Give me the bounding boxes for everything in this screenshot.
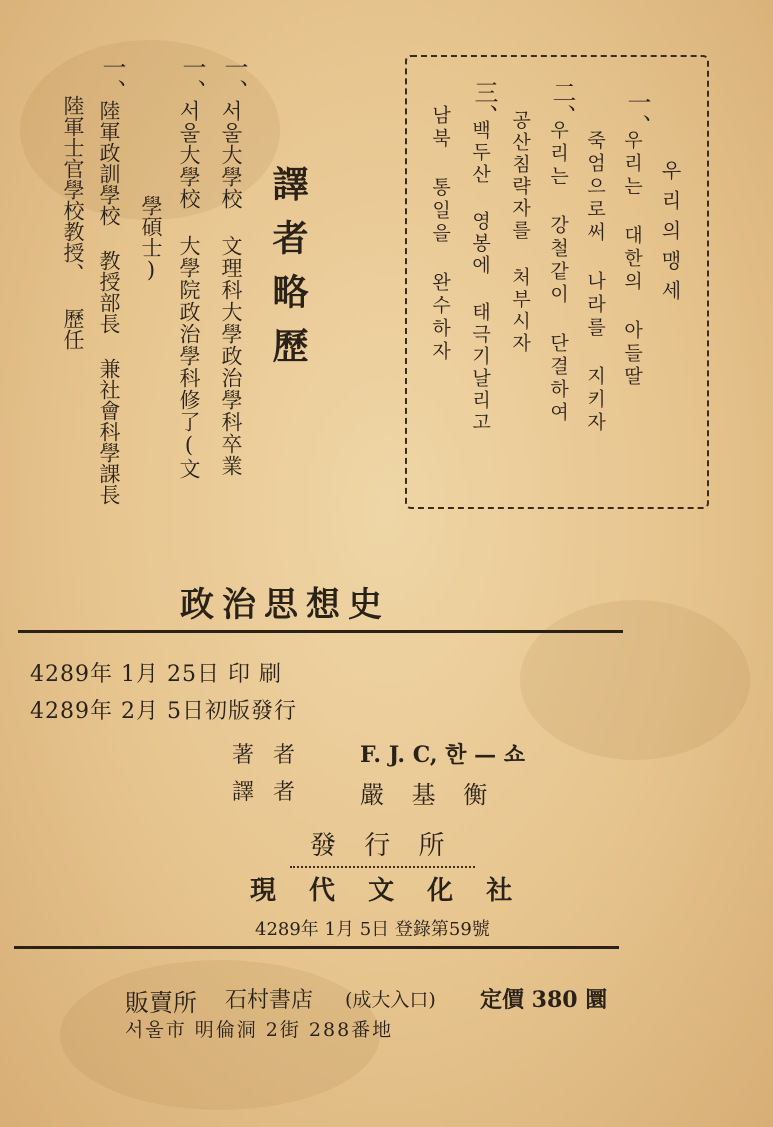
top-rule — [18, 630, 623, 633]
pledge-item-2-line-2: 공산침략자를 처부시자 — [509, 110, 531, 355]
pledge-item-3-line-1: 백두산 영봉에 태극기날리고 — [469, 120, 491, 434]
print-date: 4289年 1月 25日 印 刷 — [30, 662, 282, 687]
pledge-item-3-line-2: 남북 통일을 완수하자 — [429, 105, 451, 364]
translator-label: 譯 者 — [232, 780, 301, 805]
paper-stain — [520, 600, 750, 760]
author-label: 著 者 — [232, 743, 301, 768]
publisher-heading: 發 行 所 — [290, 825, 475, 868]
bio-line-3-marker: 一、 — [98, 55, 126, 103]
book-title: 政治思想史 — [180, 585, 390, 625]
seller-name: 石村書店 — [225, 988, 314, 1013]
seller-location: (成大入口) — [345, 989, 436, 1011]
bottom-rule — [14, 946, 619, 949]
pledge-item-2-marker: 二、 — [548, 80, 576, 128]
author-name: F. J. C, 한 — 쇼 — [360, 742, 526, 768]
publish-date: 4289年 2月 5日初版發行 — [30, 699, 297, 724]
bio-line-3: 陸軍政訓學校 教授部長 兼社會科學課長 — [97, 100, 121, 505]
pledge-item-2-line-1: 우리는 강철같이 단결하여 — [547, 120, 569, 425]
seller-label: 販賣所 — [125, 989, 197, 1017]
translator-name: 嚴 基 衡 — [360, 781, 498, 809]
price: 定價 380 圜 — [480, 987, 608, 1013]
bio-line-1-marker: 一、 — [220, 55, 248, 103]
bio-line-2-marker: 一、 — [178, 55, 206, 103]
pledge-item-1-line-2: 죽엄으로써 나라를 지키자 — [584, 130, 606, 435]
seller-address: 서울市 明倫洞 2街 288番地 — [125, 1019, 394, 1041]
pledge-item-1-marker: 一、 — [623, 90, 651, 138]
bio-line-1: 서울大學校 文理科大學政治學科卒業 — [219, 100, 243, 477]
pledge-item-3-marker: 三、 — [470, 80, 498, 128]
translator-bio-heading: 譯者略歷 — [267, 165, 309, 381]
registration-number: 4289年 1月 5日 登錄第59號 — [255, 919, 490, 940]
bio-line-2-continuation: 學碩士) — [139, 195, 163, 282]
pledge-title: 우리의맹세 — [658, 160, 682, 310]
bio-line-3-continuation: 陸軍士官學校教授、 歷任 — [61, 95, 85, 350]
publisher-name: 現 代 文 化 社 — [250, 876, 525, 906]
bio-line-2: 서울大學校 大學院政治學科修了(文 — [177, 100, 201, 480]
pledge-item-1-line-1: 우리는 대한의 아들딸 — [621, 130, 643, 389]
